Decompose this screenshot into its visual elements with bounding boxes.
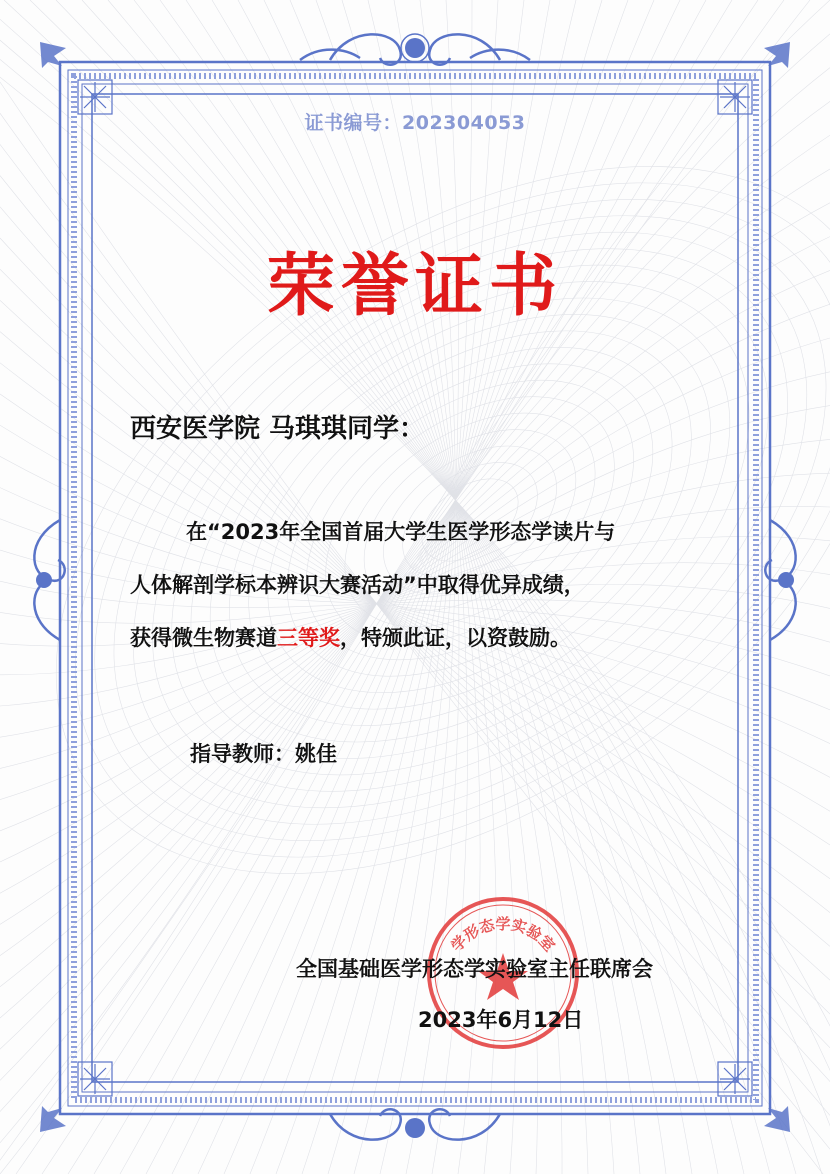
svg-text:学形态学实验室 [448,915,559,955]
seal-text: 学形态学实验室 [447,915,559,956]
certificate-number-value: 202304053 [402,112,526,134]
certificate-body [130,506,730,665]
instructor-line: 指导教师：姚佳 [190,742,337,766]
award-level: 三等奖 [277,626,340,650]
body-line-3-suffix: ，特颁此证，以资鼓励。 [340,626,571,650]
certificate-number [0,108,830,135]
body-line-3-prefix: 获得微生物赛道 [130,626,277,650]
recipient-line: 西安医学院 马琪琪同学： [130,414,426,444]
body-line-2: 人体解剖学标本辨识大赛活动”中取得优异成绩， [130,573,585,597]
issue-date: 2023年6月12日 [418,1008,584,1032]
certificate-number-label: 证书编号： [304,112,403,134]
issuing-organization: 全国基础医学形态学实验室主任联席会 [296,957,653,981]
certificate-title: 荣誉证书 [266,247,563,326]
body-line-3 [130,612,730,665]
body-line-1: 在“2023年全国首届大学生医学形态学读片与 [186,520,616,544]
